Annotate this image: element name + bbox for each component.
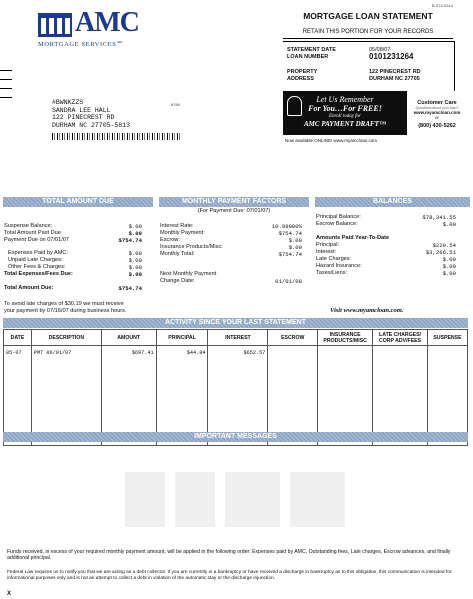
- interest-rate-label: Interest Rate:: [160, 223, 194, 229]
- borrower-name: SANDRA LEE HALL: [52, 106, 111, 114]
- cell-late: [373, 346, 428, 446]
- activity-table: [3, 329, 468, 446]
- payment-due-subheader: (For Payment Due: 07/01/07): [197, 208, 271, 214]
- fold-mark: [0, 97, 12, 98]
- escrow-balance-label: Escrow Balance:: [316, 221, 358, 227]
- next-change-value: 01/01/08: [275, 278, 302, 285]
- insurance-label: Insurance Products/Misc:: [160, 244, 223, 250]
- activity-header-row: [4, 330, 468, 346]
- interest-rate-value: 10.99000%: [271, 223, 302, 230]
- cell-escrow: [268, 346, 318, 446]
- total-amount-due-value: $754.74: [118, 285, 142, 292]
- expenses-paid-label: Expenses Paid by AMC:: [8, 250, 69, 256]
- promo-line-2: For You…For FREE!: [308, 104, 382, 113]
- escrow-balance-value: $.00: [442, 221, 456, 228]
- unpaid-late-value: $.00: [128, 257, 142, 264]
- other-fees-value: $.00: [128, 264, 142, 271]
- ytd-late-value: $.00: [442, 256, 456, 263]
- cell-insurance: [318, 346, 373, 446]
- escrow-value: $.00: [288, 237, 302, 244]
- ytd-taxes-value: $.00: [442, 270, 456, 277]
- late-charge-notice: To avoid late charges of $30.19 we must receive your payment by 07/16/07 during business hours.: [4, 301, 127, 314]
- borrower-street: 122 PINECREST RD: [52, 114, 115, 121]
- other-fees-label: Other Fees & Charges:: [8, 264, 66, 270]
- past-due-value: $.00: [128, 230, 142, 237]
- loan-number: 0101231264: [369, 52, 414, 61]
- col-insurance: INSURANCE PRODUCTS/MISC: [318, 330, 373, 346]
- cell-description: PMT 06/01/07: [31, 346, 101, 446]
- cell-interest: $652.57: [208, 346, 268, 446]
- balances-header: BALANCES: [315, 197, 470, 207]
- online-notice: Now available ONLINE! www.myamcloan.com: [285, 138, 378, 143]
- col-suspense: SUSPENSE: [427, 330, 467, 346]
- signature-mark: X: [7, 591, 12, 597]
- payment-application-notice: Funds received, in excess of your required monthly payment amount, will be applied in the following order: Expenses paid by AMC, Outstanding fees, Late charges, Escrow advances, and finally additional principal.: [7, 549, 451, 562]
- total-due-header: TOTAL AMOUNT DUE: [3, 197, 153, 207]
- expenses-paid-value: $.00: [128, 250, 142, 257]
- visit-link[interactable]: Visit www.myamcloan.com.: [330, 307, 404, 314]
- monthly-payment-label: Monthly Payment:: [160, 230, 205, 236]
- divider: [283, 38, 453, 39]
- care-url[interactable]: www.myamcloan.com: [413, 110, 461, 115]
- mail-code: 6766: [171, 102, 180, 107]
- cell-amount: $697.41: [101, 346, 156, 446]
- cell-suspense: [427, 346, 467, 446]
- total-amount-due-label: Total Amount Due:: [4, 285, 54, 291]
- fold-mark: [0, 88, 12, 89]
- col-amount: AMOUNT: [101, 330, 156, 346]
- ytd-hazard-value: $.00: [442, 263, 456, 270]
- care-phone[interactable]: (800) 430-5262: [418, 123, 456, 129]
- statement-date-label: STATEMENT DATE: [287, 47, 336, 53]
- payment-due-value: $754.74: [118, 237, 142, 244]
- ytd-principal-value: $220.54: [432, 242, 456, 249]
- fold-mark: [0, 70, 12, 71]
- monthly-total-value: $754.74: [278, 251, 302, 258]
- ytd-principal-label: Principal:: [316, 242, 340, 248]
- promo-line-1: Let Us Remember: [316, 95, 374, 104]
- mailing-address: [52, 99, 130, 129]
- suspense-balance-value: $.00: [128, 223, 142, 230]
- statement-info-box: [283, 41, 455, 91]
- payment-due-label: Payment Due on 07/01/07: [4, 237, 69, 243]
- col-description: DESCRIPTION: [31, 330, 101, 346]
- col-escrow: ESCROW: [268, 330, 318, 346]
- monthly-total-label: Monthly Total:: [160, 251, 195, 257]
- table-row: [4, 346, 468, 446]
- ytd-late-label: Late Charges:: [316, 256, 352, 262]
- ytd-interest-value: $3,266.51: [425, 249, 456, 256]
- insurance-value: $.00: [288, 244, 302, 251]
- escrow-label: Escrow:: [160, 237, 180, 243]
- next-change-label: Next Monthly Payment Change Date:: [160, 271, 217, 284]
- property-address: 122 PINECREST RD DURHAM NC 27705: [369, 69, 421, 82]
- principal-balance-label: Principal Balance:: [316, 214, 361, 220]
- amc-logo: [38, 7, 178, 51]
- logo-text: AMC: [75, 7, 139, 38]
- cell-principal: $44.84: [156, 346, 208, 446]
- monthly-payment-value: $754.74: [278, 230, 302, 237]
- col-principal: PRINCIPAL: [156, 330, 208, 346]
- cell-date: 05-07: [4, 346, 32, 446]
- promo-line-4: AMC PAYMENT DRAFT™: [304, 120, 386, 128]
- building-icon: [38, 13, 72, 37]
- statement-title: MORTGAGE LOAN STATEMENT: [303, 11, 433, 21]
- ytd-hazard-label: Hazard Insurance:: [316, 263, 362, 269]
- activity-header: ACTIVITY SINCE YOUR LAST STATEMENT: [3, 318, 468, 328]
- ytd-header: Amounts Paid Year-To-Date: [316, 235, 390, 241]
- suspense-balance-label: Suspense Balance:: [4, 223, 53, 229]
- postal-barcode: [52, 133, 180, 140]
- borrower-city: DURHAM NC 27705-5813: [52, 121, 131, 129]
- ribbon-icon: [287, 96, 302, 116]
- total-fees-label: Total Expenses/Fees Due:: [4, 271, 73, 277]
- past-due-label: Total Amount Past Due: [4, 230, 61, 236]
- col-date: DATE: [4, 330, 32, 346]
- logo-subtitle: MORTGAGE SERVICES℠: [38, 41, 124, 48]
- debt-collector-notice: Federal Law requires us to notify you that we are acting as a debt collector. If you are currently in a bankruptcy or have received a discharge in bankruptcy as to this obligation, this communication is intended for informational purposes only and is not an attempt to collect a debt in violation of the automatic stay or the discharge injunction.: [7, 570, 452, 581]
- important-header: IMPORTANT MESSAGES: [3, 432, 468, 442]
- loan-number-label: LOAN NUMBER: [287, 54, 329, 60]
- ytd-interest-label: Interest:: [316, 249, 337, 255]
- fold-mark: [0, 79, 12, 80]
- col-late-charges: LATE CHARGES/ CORP ADV/FEES: [373, 330, 428, 346]
- ytd-taxes-label: Taxes/Liens:: [316, 270, 348, 276]
- col-interest: INTEREST: [208, 330, 268, 346]
- property-address-label: PROPERTY ADDRESS: [287, 69, 318, 82]
- retain-notice: RETAIN THIS PORTION FOR YOUR RECORDS: [302, 29, 434, 35]
- watermark-graphic: [120, 462, 350, 537]
- promo-line-3: Enroll today for: [328, 114, 362, 119]
- care-title: Customer Care: [417, 100, 457, 106]
- payment-factors-header: MONTHLY PAYMENT FACTORS: [159, 197, 309, 207]
- payment-draft-promo[interactable]: [283, 91, 407, 135]
- form-code: B-074-0314: [432, 3, 453, 8]
- mail-id: #BWNKZZS: [52, 99, 84, 106]
- statement-date: 05/08/07: [369, 47, 391, 53]
- customer-care: [412, 100, 462, 129]
- care-fine: Questions about your loan?: [415, 106, 459, 110]
- total-fees-value: $.00: [128, 271, 142, 278]
- unpaid-late-label: Unpaid Late Charges:: [8, 257, 63, 263]
- care-or: or: [434, 115, 439, 120]
- principal-balance-value: $78,341.55: [422, 214, 456, 221]
